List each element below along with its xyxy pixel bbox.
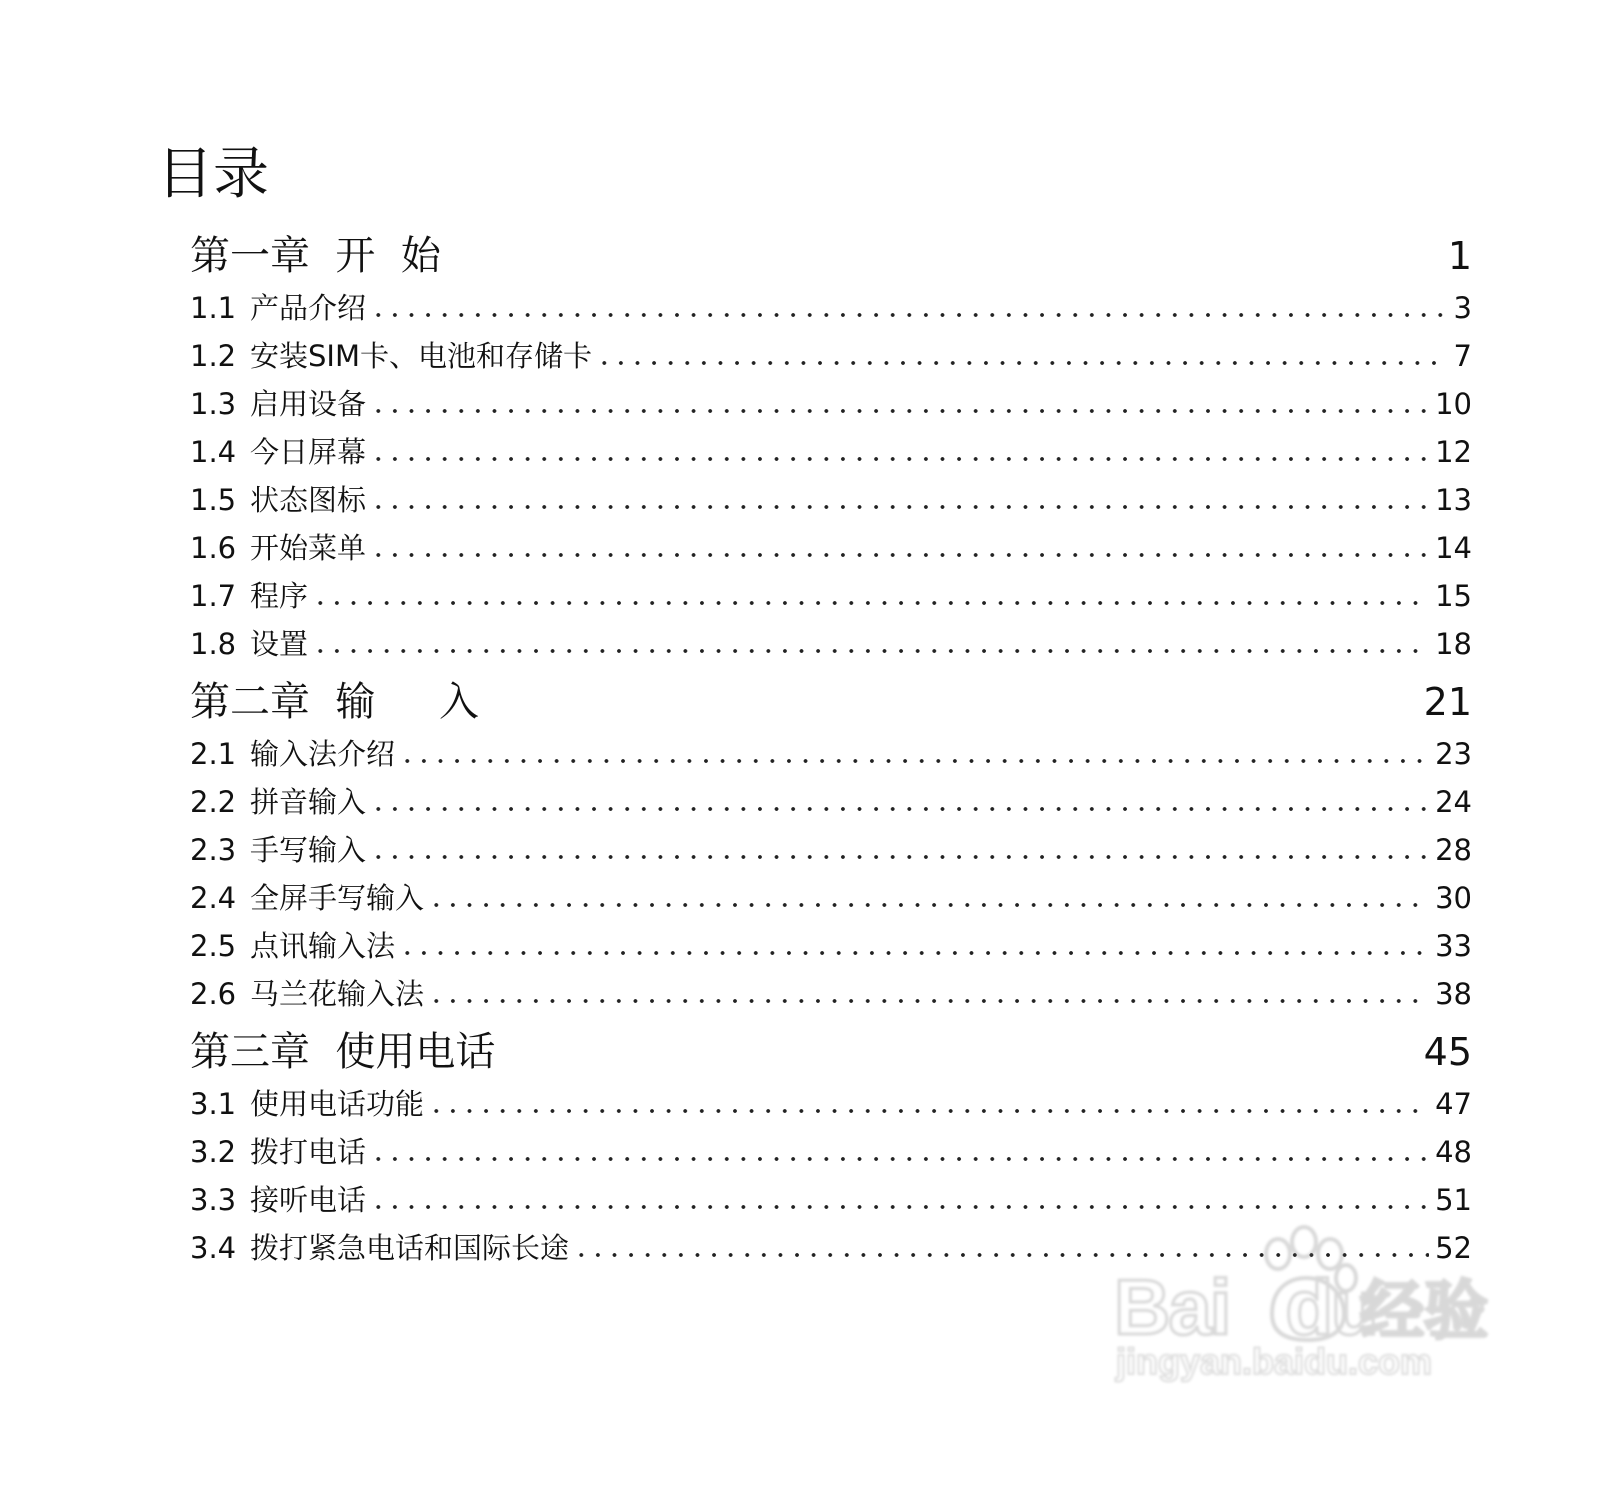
section-title: 产品介绍 xyxy=(250,291,367,325)
section-title: 使用电话功能 xyxy=(250,1087,425,1121)
section-page-number: 18 xyxy=(1435,627,1472,661)
paw-logo-icon xyxy=(1242,1222,1372,1352)
dot-leader xyxy=(370,855,1429,859)
toc-entry[interactable] xyxy=(190,572,1472,620)
toc-entry[interactable] xyxy=(190,970,1472,1018)
dot-leader xyxy=(312,601,1429,605)
watermark-url: jingyan.baidu.com xyxy=(1116,1341,1433,1382)
dot-leader xyxy=(370,553,1429,557)
toc-entry[interactable] xyxy=(190,778,1472,826)
section-title: 状态图标 xyxy=(250,483,367,517)
dot-leader xyxy=(428,1109,1429,1113)
section-page-number: 3 xyxy=(1453,291,1472,325)
chapter-label: 第一章 开 始 xyxy=(190,233,441,279)
dot-leader xyxy=(370,1157,1429,1161)
dot-leader xyxy=(370,457,1429,461)
chapter-heading[interactable] xyxy=(190,228,1472,284)
section-title: 全屏手写输入 xyxy=(250,881,425,915)
chapter-label: 第二章 输 入 xyxy=(190,679,480,725)
section-page-number: 30 xyxy=(1435,881,1472,915)
toc-entry[interactable] xyxy=(190,874,1472,922)
section-number: 1.5 xyxy=(190,483,237,517)
section-page-number: 52 xyxy=(1435,1231,1472,1265)
toc-entry[interactable] xyxy=(190,332,1472,380)
section-number: 1.4 xyxy=(190,435,237,469)
watermark-brand-cn: 经验 xyxy=(1360,1275,1488,1349)
toc-entry[interactable] xyxy=(190,524,1472,572)
toc-entry[interactable] xyxy=(190,428,1472,476)
section-title: 输入法介绍 xyxy=(250,737,396,771)
section-page-number: 33 xyxy=(1435,929,1472,963)
section-number: 2.5 xyxy=(190,929,237,963)
section-page-number: 13 xyxy=(1435,483,1472,517)
toc-entry[interactable] xyxy=(190,730,1472,778)
dot-leader xyxy=(312,649,1429,653)
dot-leader xyxy=(399,951,1429,955)
section-page-number: 28 xyxy=(1435,833,1472,867)
chapter-heading[interactable] xyxy=(190,1024,1472,1080)
section-title: 拨打紧急电话和国际长途 xyxy=(250,1231,570,1265)
section-title: 开始菜单 xyxy=(250,531,367,565)
section-number: 1.3 xyxy=(190,387,237,421)
section-number: 1.2 xyxy=(190,339,237,373)
section-page-number: 24 xyxy=(1435,785,1472,819)
section-number: 2.4 xyxy=(190,881,237,915)
toc-entry[interactable] xyxy=(190,826,1472,874)
section-page-number: 12 xyxy=(1435,435,1472,469)
table-of-contents xyxy=(190,228,1472,1272)
section-page-number: 48 xyxy=(1435,1135,1472,1169)
section-title: 马兰花输入法 xyxy=(250,977,425,1011)
chapter-1 xyxy=(190,228,1472,668)
section-title: 今日屏幕 xyxy=(250,435,367,469)
section-number: 1.6 xyxy=(190,531,237,565)
section-title: 拨打电话 xyxy=(250,1135,367,1169)
toc-entry[interactable] xyxy=(190,620,1472,668)
dot-leader xyxy=(428,999,1429,1003)
section-page-number: 23 xyxy=(1435,737,1472,771)
dot-leader xyxy=(399,759,1429,763)
section-title: 接听电话 xyxy=(250,1183,367,1217)
section-title: 手写输入 xyxy=(250,833,367,867)
toc-entry[interactable] xyxy=(190,284,1472,332)
watermark-brand-bai: Bai xyxy=(1114,1263,1230,1351)
section-number: 2.1 xyxy=(190,737,237,771)
section-title: 拼音输入 xyxy=(250,785,367,819)
page-title: 目录 xyxy=(157,142,269,207)
chapter-2 xyxy=(190,674,1472,1018)
toc-entry[interactable] xyxy=(190,1080,1472,1128)
section-page-number: 47 xyxy=(1435,1087,1472,1121)
baidu-jingyan-watermark xyxy=(1112,1222,1492,1402)
dot-leader xyxy=(370,505,1429,509)
chapter-page-number: 45 xyxy=(1423,1030,1472,1074)
dot-leader xyxy=(370,807,1429,811)
section-number: 2.2 xyxy=(190,785,237,819)
section-title: 设置 xyxy=(250,627,309,661)
dot-leader xyxy=(596,361,1448,365)
chapter-page-number: 1 xyxy=(1447,234,1472,278)
section-page-number: 15 xyxy=(1435,579,1472,613)
section-title: 启用设备 xyxy=(250,387,367,421)
chapter-heading[interactable] xyxy=(190,674,1472,730)
section-title: 安装SIM卡、电池和存储卡 xyxy=(250,339,592,373)
section-title: 程序 xyxy=(250,579,309,613)
section-number: 1.1 xyxy=(190,291,237,325)
dot-leader xyxy=(370,409,1429,413)
toc-entry[interactable] xyxy=(190,476,1472,524)
section-page-number: 7 xyxy=(1453,339,1472,373)
dot-leader xyxy=(370,1205,1429,1209)
section-page-number: 51 xyxy=(1435,1183,1472,1217)
toc-entry[interactable] xyxy=(190,1128,1472,1176)
dot-leader xyxy=(370,313,1448,317)
dot-leader xyxy=(428,903,1429,907)
section-page-number: 10 xyxy=(1435,387,1472,421)
section-number: 2.3 xyxy=(190,833,237,867)
section-number: 1.8 xyxy=(190,627,237,661)
chapter-page-number: 21 xyxy=(1423,680,1472,724)
section-title: 点讯输入法 xyxy=(250,929,396,963)
section-number: 1.7 xyxy=(190,579,237,613)
toc-entry[interactable] xyxy=(190,380,1472,428)
section-page-number: 38 xyxy=(1435,977,1472,1011)
section-page-number: 14 xyxy=(1435,531,1472,565)
section-number: 2.6 xyxy=(190,977,237,1011)
section-number: 3.2 xyxy=(190,1135,237,1169)
section-number: 3.4 xyxy=(190,1231,237,1265)
chapter-label: 第三章 使用电话 xyxy=(190,1029,496,1075)
toc-entry[interactable] xyxy=(190,1176,1472,1224)
section-number: 3.1 xyxy=(190,1087,237,1121)
toc-entry[interactable] xyxy=(190,922,1472,970)
section-number: 3.3 xyxy=(190,1183,237,1217)
watermark-brand-du: du xyxy=(1285,1263,1377,1351)
